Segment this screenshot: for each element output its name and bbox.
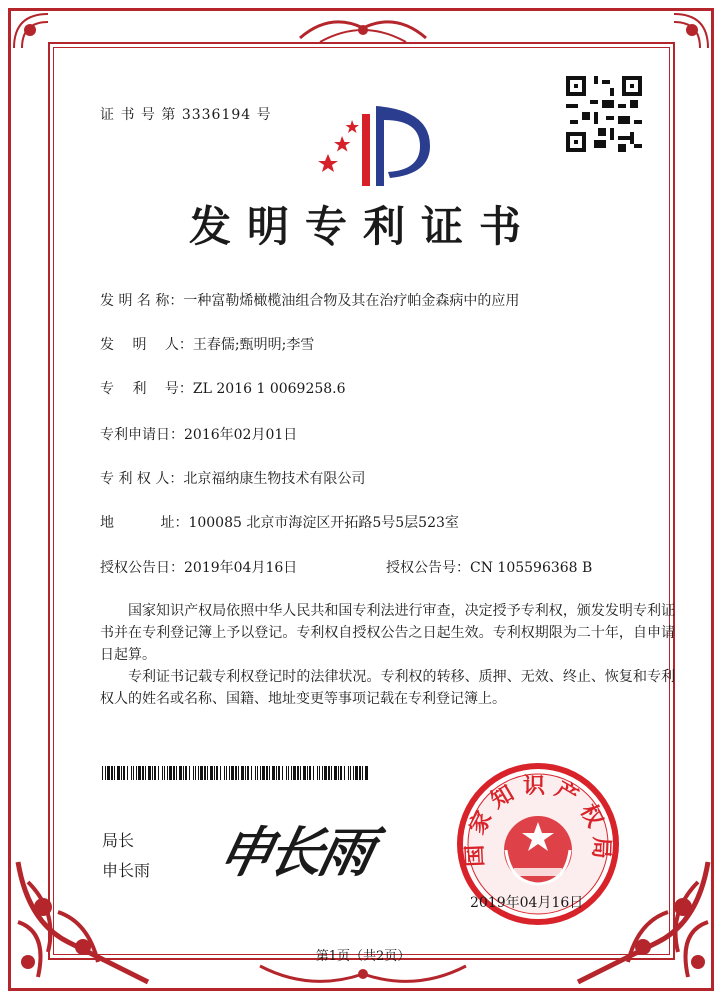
cnipa-logo-icon [318, 100, 438, 192]
patent-number-value: ZL 2016 1 0069258.6 [192, 381, 346, 397]
address-value: 100085 北京市海淀区开拓路5号5层523室 [188, 515, 459, 531]
grant-date-row [100, 557, 297, 577]
grant-number-value: CN 105596368 B [470, 560, 593, 576]
svg-text:国家知识产权局: 国家知识产权局 [462, 774, 614, 868]
patent-number-row [100, 378, 346, 398]
certificate-number: 证 书 号 第 3336194 号 [100, 107, 272, 123]
filing-date-label: 专利申请日： [100, 427, 184, 443]
grant-date-value: 2019年04月16日 [184, 560, 298, 576]
qr-code-icon [566, 76, 642, 152]
grant-number-row [386, 557, 592, 577]
invention-name-label: 发 明 名 称： [100, 293, 184, 309]
inventors-row [100, 334, 314, 354]
barcode-icon [102, 766, 370, 780]
address-row [100, 512, 459, 532]
corner-ornament-top-left-icon [8, 8, 88, 88]
patentee-row [100, 468, 365, 488]
patentee-label: 专 利 权 人： [100, 471, 184, 487]
statement-paragraph-1: 国家知识产权局依照中华人民共和国专利法进行审查，决定授予专利权，颁发发明专利证书并在专利登记簿上予以登记。专利权自授权公告之日起生效。专利权期限为二十年，自申请日起算。 [100, 603, 675, 663]
corner-ornament-top-right-icon [634, 8, 714, 88]
patentee-value: 北京福纳康生物技术有限公司 [183, 471, 366, 487]
director-signature: 申长雨 [212, 821, 376, 884]
grant-date-label: 授权公告日： [100, 560, 184, 576]
certificate-title: 发明专利证书 [188, 202, 537, 251]
invention-name-row [100, 290, 519, 310]
patent-number-label: 专 利 号： [100, 381, 193, 397]
director-title: 局长 [102, 831, 135, 850]
address-label: 地 址： [100, 515, 189, 531]
inventors-label: 发 明 人： [100, 337, 193, 353]
top-center-ornament-icon [290, 8, 436, 48]
seal-date: 2019年04月16日 [470, 895, 584, 911]
grant-number-label: 授权公告号： [386, 560, 470, 576]
director-name: 申长雨 [102, 861, 151, 880]
page-number: 第1页（共2页） [315, 949, 411, 964]
statement-paragraph-2: 专利证书记载专利权登记时的法律状况。专利权的转移、质押、无效、终止、恢复和专利权人的姓名或名称、国籍、地址变更等事项记载在专利登记簿上。 [100, 669, 675, 707]
filing-date-row [100, 424, 297, 444]
invention-name-value: 一种富勒烯橄榄油组合物及其在治疗帕金森病中的应用 [183, 293, 520, 309]
filing-date-value: 2016年02月01日 [184, 427, 298, 443]
inventors-value: 王春儒;甄明明;李雪 [192, 337, 315, 353]
